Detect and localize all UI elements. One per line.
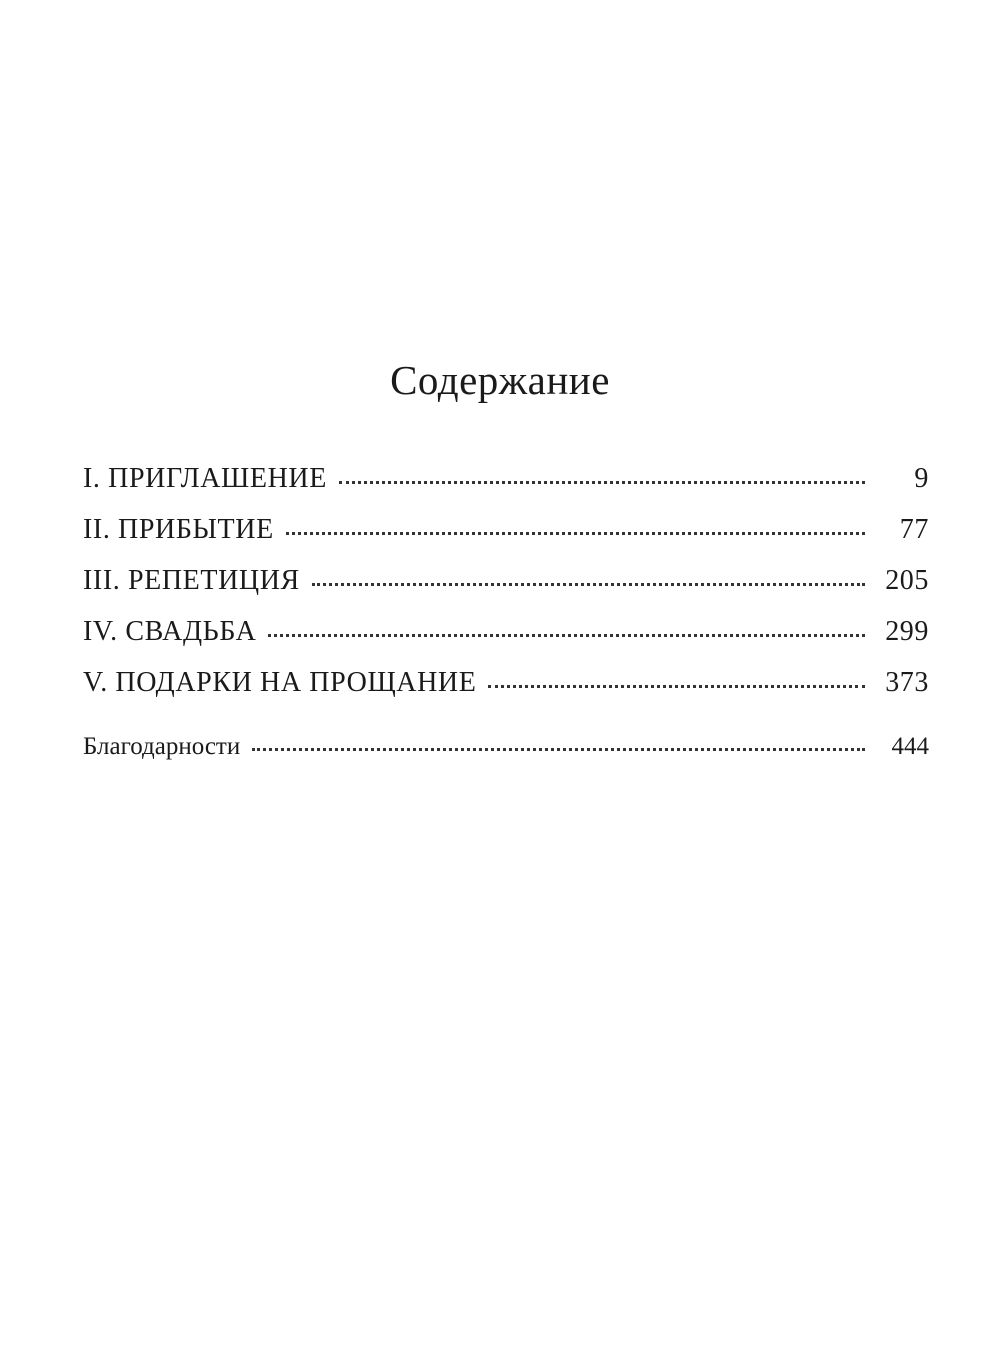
toc-entry-title: III. РЕПЕТИЦИЯ [83,565,300,596]
toc-entry-page-number: 9 [914,463,929,494]
toc-entry-title: II. ПРИБЫТИЕ [83,514,274,545]
toc-entry-title: Благодарности [83,733,241,760]
dot-leader [252,748,865,751]
toc-entry-title: V. ПОДАРКИ НА ПРОЩАНИЕ [83,667,477,698]
toc-entry[interactable] [83,508,929,559]
dot-leader [286,532,865,535]
table-of-contents [83,457,929,776]
toc-entry-page-number: 205 [885,565,929,596]
toc-entry-page-number: 373 [885,667,929,698]
dot-leader [339,481,865,484]
toc-entry-title: IV. СВАДЬБА [83,616,257,647]
toc-entry-page-number: 444 [891,733,929,760]
toc-entry[interactable] [83,661,929,712]
dot-leader [312,583,865,586]
toc-entry-page-number: 77 [899,514,929,545]
toc-entry-title: I. ПРИГЛАШЕНИЕ [83,463,327,494]
toc-entry-page-number: 299 [885,616,929,647]
toc-entry[interactable] [83,457,929,508]
toc-entry[interactable] [83,610,929,661]
dot-leader [268,634,865,637]
dot-leader [488,685,865,688]
page-title: Содержание [390,357,610,403]
toc-entry[interactable] [83,559,929,610]
toc-entry-acknowledgements[interactable] [83,725,929,776]
